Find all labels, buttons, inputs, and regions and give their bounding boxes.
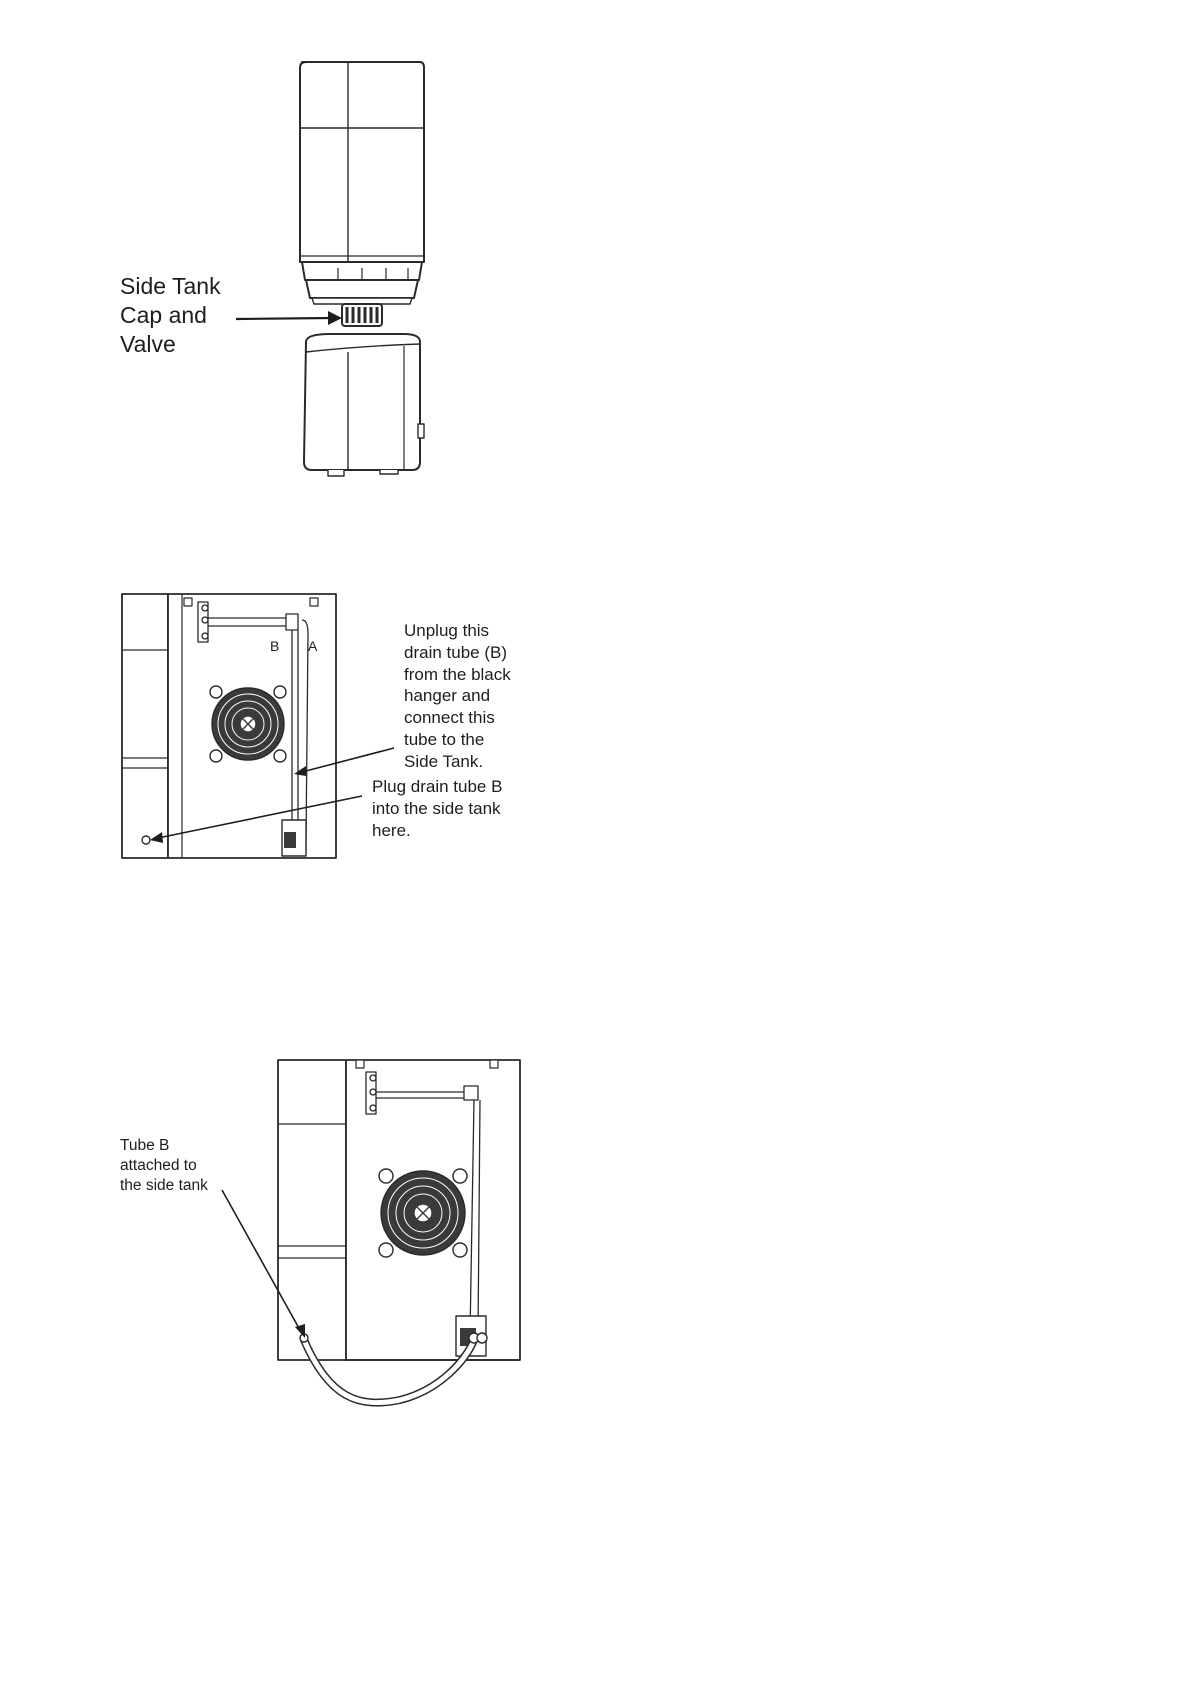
rear-view-after-drawing <box>0 1040 600 1420</box>
tube-tag-a: A <box>308 638 318 654</box>
tube-tag-b: B <box>270 638 280 654</box>
callout-unplug: Unplug this drain tube (B) from the black hanger and connect this tube to the Side Tank. <box>404 621 511 771</box>
figure-side-tank-exploded <box>0 0 600 480</box>
side-tank-drawing <box>0 0 600 480</box>
upper-tank-body <box>300 62 424 262</box>
side-tank-panel <box>122 594 168 858</box>
callout-arrow <box>236 318 332 319</box>
side-tank-panel <box>278 1060 346 1360</box>
lower-tank-body <box>304 334 420 470</box>
callout-tube-b-attached: Tube B attached to the side tank <box>120 1137 208 1194</box>
callout-plug: Plug drain tube B into the side tank here. <box>372 777 503 840</box>
callout-side-tank-cap: Side Tank Cap and Valve <box>120 273 221 357</box>
figure-rear-view-before <box>0 580 600 880</box>
side-tank-inlet <box>142 836 150 844</box>
figure-rear-view-after <box>0 1040 600 1420</box>
